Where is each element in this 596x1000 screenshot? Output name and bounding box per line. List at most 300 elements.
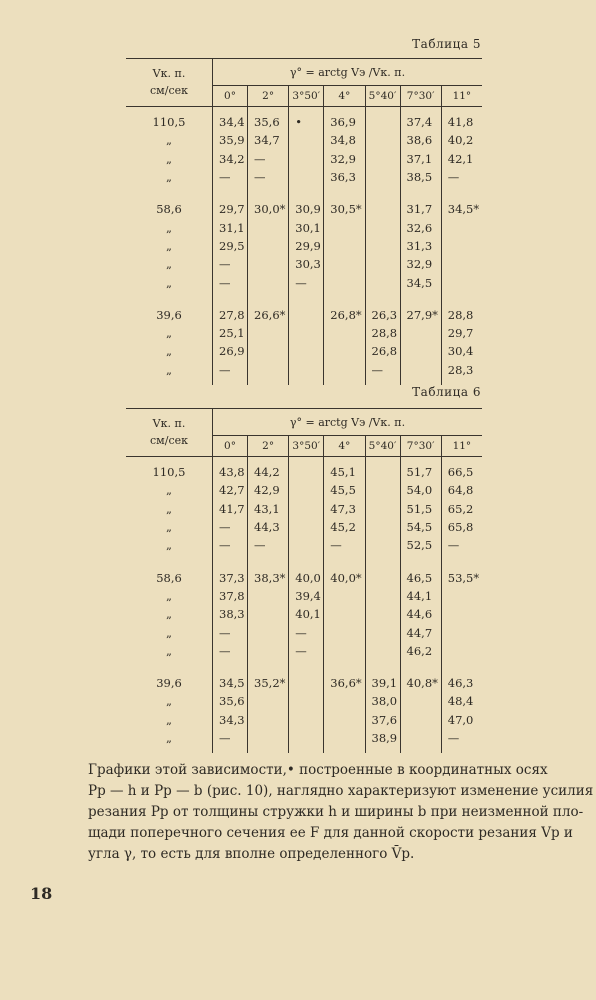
value-cell: 40,0* [324, 568, 365, 586]
spacer-cell [400, 292, 441, 306]
spacer-cell [289, 660, 324, 674]
column-header: 2° [248, 436, 289, 457]
value-cell: 52,5 [400, 536, 441, 554]
value-cell: — [213, 361, 248, 379]
spacer-cell [441, 186, 482, 200]
spacer-cell [248, 186, 289, 200]
speed-cell: „ [126, 587, 213, 605]
value-cell: 47,0 [447, 712, 474, 727]
value-cell [400, 711, 441, 729]
value-cell: 34,5 [213, 674, 248, 692]
table-row [126, 306, 482, 324]
row-header-line: см/сек [150, 84, 188, 97]
value-cell [365, 568, 400, 586]
spacer-cell [441, 660, 482, 674]
value-cell [365, 218, 400, 236]
speed-cell: 39,6 [126, 306, 213, 324]
value-cell [365, 255, 400, 273]
column-header: 4° [324, 436, 365, 457]
spacer-cell [126, 186, 213, 200]
spacer-cell [324, 379, 365, 385]
table6-caption: Таблица 6 [412, 385, 481, 399]
spacer-cell [400, 379, 441, 385]
value-cell [365, 273, 400, 291]
value-cell: — [213, 729, 248, 747]
value-cell: 40,8* [400, 674, 441, 692]
spacer-cell [289, 292, 324, 306]
value-cell: — [447, 170, 460, 185]
value-cell [324, 711, 365, 729]
value-cell: 25,1 [213, 324, 248, 342]
speed-cell: „ [126, 324, 213, 342]
table-row [126, 568, 482, 586]
value-cell: 44,1 [400, 587, 441, 605]
value-cell: 37,3 [213, 568, 248, 586]
value-cell: 46,3 [447, 676, 474, 691]
value-cell: 46,2 [400, 642, 441, 660]
value-cell [248, 237, 289, 255]
value-cell [289, 463, 324, 481]
table-row [126, 237, 482, 255]
value-cell [248, 342, 289, 360]
value-cell: 31,7 [400, 200, 441, 218]
spacer-cell [324, 660, 365, 674]
value-cell: 38,3* [248, 568, 289, 586]
column-header: 11° [441, 436, 482, 457]
table-row [126, 518, 482, 536]
spacer-cell [324, 186, 365, 200]
table-6 [126, 408, 482, 753]
speed-cell: „ [126, 342, 213, 360]
spacer-cell [365, 186, 400, 200]
value-cell: 65,2 [447, 501, 474, 516]
column-header: 0° [213, 86, 248, 107]
spacer-cell [400, 186, 441, 200]
value-cell: — [213, 536, 248, 554]
value-cell: 35,6 [248, 113, 289, 131]
value-cell [248, 273, 289, 291]
value-cell [324, 587, 365, 605]
value-cell: 35,2* [248, 674, 289, 692]
speed-cell: „ [126, 255, 213, 273]
value-cell [400, 342, 441, 360]
value-cell [365, 536, 400, 554]
value-cell: 29,9 [289, 237, 324, 255]
value-cell: 66,5 [447, 465, 474, 480]
value-cell [441, 255, 482, 273]
column-header: 4° [324, 86, 365, 107]
value-cell: 36,9 [324, 113, 365, 131]
spacer-row [126, 747, 482, 753]
value-cell [365, 150, 400, 168]
value-cell [324, 324, 365, 342]
value-cell [441, 237, 482, 255]
table-row [126, 463, 482, 481]
speed-cell: „ [126, 218, 213, 236]
value-cell: 26,8 [365, 342, 400, 360]
value-cell [441, 218, 482, 236]
value-cell [248, 623, 289, 641]
table-row [126, 342, 482, 360]
speed-cell: „ [126, 642, 213, 660]
value-cell: 32,9 [324, 150, 365, 168]
value-cell: 26,6* [248, 306, 289, 324]
table-row [126, 729, 482, 747]
value-cell: 44,7 [400, 623, 441, 641]
value-cell: 28,8 [365, 324, 400, 342]
value-cell: 30,3 [289, 255, 324, 273]
value-cell [324, 361, 365, 379]
speed-cell: 110,5 [126, 113, 213, 131]
speed-cell: 58,6 [126, 568, 213, 586]
value-cell [365, 237, 400, 255]
value-cell: 32,6 [400, 218, 441, 236]
value-cell: 35,6 [213, 692, 248, 710]
spacer-cell [365, 747, 400, 753]
table-row [126, 500, 482, 518]
spacer-cell [289, 379, 324, 385]
value-cell: 38,6 [400, 131, 441, 149]
spacer-cell [400, 747, 441, 753]
spacer-row [126, 292, 482, 306]
value-cell [365, 168, 400, 186]
value-cell [289, 518, 324, 536]
value-cell: 43,1 [248, 500, 289, 518]
spacer-cell [126, 660, 213, 674]
value-cell: 28,8 [447, 307, 474, 322]
value-cell [248, 692, 289, 710]
angle-formula: γ° = arctg Vэ /Vк. п. [213, 409, 483, 436]
value-cell [324, 342, 365, 360]
value-cell [324, 605, 365, 623]
table-row [126, 324, 482, 342]
table-5 [126, 58, 482, 385]
column-header: 0° [213, 436, 248, 457]
column-header: 3°50′ [289, 436, 324, 457]
speed-cell: „ [126, 481, 213, 499]
value-cell: 35,9 [213, 131, 248, 149]
value-cell [365, 500, 400, 518]
value-cell [248, 255, 289, 273]
value-cell: 29,7 [213, 200, 248, 218]
speed-cell: „ [126, 536, 213, 554]
value-cell: 38,0 [365, 692, 400, 710]
spacer-cell [248, 379, 289, 385]
table-row [126, 692, 482, 710]
value-cell: — [213, 623, 248, 641]
value-cell: — [289, 623, 324, 641]
row-header-line: Vк. п. [152, 417, 186, 430]
value-cell [289, 536, 324, 554]
value-cell: 48,4 [447, 694, 474, 709]
value-cell: 30,9 [289, 200, 324, 218]
paragraph-line: Pр — h и Pр — b (рис. 10), наглядно характеризуют изменение усилия [88, 783, 594, 799]
value-cell [289, 168, 324, 186]
value-cell: 39,1 [365, 674, 400, 692]
value-cell: 34,5* [447, 202, 480, 217]
value-cell: 26,8* [324, 306, 365, 324]
value-cell: 54,0 [400, 481, 441, 499]
value-cell: 30,4 [447, 344, 474, 359]
spacer-cell [324, 554, 365, 568]
value-cell: 45,2 [324, 518, 365, 536]
spacer-cell [213, 747, 248, 753]
angle-formula: γ° = arctg Vэ /Vк. п. [213, 59, 483, 86]
spacer-cell [213, 186, 248, 200]
value-cell: 38,5 [400, 168, 441, 186]
value-cell [289, 674, 324, 692]
value-cell [365, 623, 400, 641]
value-cell [324, 218, 365, 236]
value-cell [289, 729, 324, 747]
speed-cell: „ [126, 500, 213, 518]
value-cell: 40,2 [447, 133, 474, 148]
value-cell: 27,9* [400, 306, 441, 324]
spacer-cell [289, 747, 324, 753]
value-cell: • [289, 113, 324, 131]
value-cell: 42,1 [447, 151, 474, 166]
value-cell [365, 481, 400, 499]
speed-cell: „ [126, 623, 213, 641]
table-row [126, 168, 482, 186]
table-row [126, 200, 482, 218]
value-cell [248, 587, 289, 605]
spacer-cell [248, 660, 289, 674]
speed-cell: 110,5 [126, 463, 213, 481]
paragraph-line: резания Pр от толщины стружки h и ширины b при неизменной пло- [88, 804, 584, 820]
value-cell: 28,3 [447, 362, 474, 377]
value-cell: 41,8 [447, 115, 474, 130]
spacer-cell [126, 292, 213, 306]
value-cell [289, 324, 324, 342]
value-cell: 29,5 [213, 237, 248, 255]
value-cell [400, 692, 441, 710]
spacer-cell [126, 379, 213, 385]
value-cell [400, 729, 441, 747]
value-cell: 40,1 [289, 605, 324, 623]
speed-cell: 58,6 [126, 200, 213, 218]
value-cell: 54,5 [400, 518, 441, 536]
value-cell [365, 587, 400, 605]
value-cell [365, 463, 400, 481]
value-cell: 30,5* [324, 200, 365, 218]
column-header: 11° [441, 86, 482, 107]
value-cell: — [248, 536, 289, 554]
value-cell: 39,4 [289, 587, 324, 605]
value-cell: — [213, 168, 248, 186]
value-cell [324, 237, 365, 255]
value-cell: — [324, 536, 365, 554]
value-cell [441, 273, 482, 291]
value-cell [441, 642, 482, 660]
spacer-cell [126, 747, 213, 753]
value-cell: 38,3 [213, 605, 248, 623]
spacer-cell [324, 747, 365, 753]
value-cell: 32,9 [400, 255, 441, 273]
value-cell: — [289, 642, 324, 660]
speed-cell: „ [126, 518, 213, 536]
value-cell [365, 642, 400, 660]
value-cell [365, 605, 400, 623]
value-cell: 26,9 [213, 342, 248, 360]
page-number: 18 [30, 884, 53, 903]
speed-cell: „ [126, 150, 213, 168]
value-cell [248, 711, 289, 729]
spacer-cell [289, 554, 324, 568]
speed-cell: „ [126, 692, 213, 710]
spacer-cell [248, 292, 289, 306]
spacer-cell [213, 379, 248, 385]
spacer-cell [289, 186, 324, 200]
value-cell [289, 150, 324, 168]
table-row [126, 113, 482, 131]
spacer-cell [365, 292, 400, 306]
value-cell: 43,8 [213, 463, 248, 481]
column-header: 5°40′ [365, 86, 400, 107]
table-row [126, 273, 482, 291]
value-cell [248, 361, 289, 379]
spacer-cell [248, 554, 289, 568]
value-cell: 53,5* [447, 570, 480, 585]
speed-cell: „ [126, 273, 213, 291]
row-header-line: Vк. п. [152, 67, 186, 80]
value-cell [324, 729, 365, 747]
value-cell: — [248, 150, 289, 168]
value-cell: 65,8 [447, 520, 474, 535]
value-cell: 42,7 [213, 481, 248, 499]
spacer-cell [400, 660, 441, 674]
spacer-cell [441, 379, 482, 385]
value-cell: 36,3 [324, 168, 365, 186]
table-row [126, 361, 482, 379]
value-cell [400, 361, 441, 379]
speed-cell: „ [126, 131, 213, 149]
value-cell [289, 131, 324, 149]
speed-cell: 39,6 [126, 674, 213, 692]
spacer-cell [400, 554, 441, 568]
value-cell: 51,7 [400, 463, 441, 481]
table-row [126, 481, 482, 499]
speed-cell: „ [126, 605, 213, 623]
row-header-line: см/сек [150, 434, 188, 447]
value-cell: 37,1 [400, 150, 441, 168]
speed-cell: „ [126, 237, 213, 255]
spacer-cell [365, 379, 400, 385]
value-cell [324, 255, 365, 273]
column-header: 7°30′ [400, 436, 441, 457]
value-cell: — [289, 273, 324, 291]
value-cell: — [213, 255, 248, 273]
value-cell: 37,6 [365, 711, 400, 729]
value-cell: 40,0 [289, 568, 324, 586]
paragraph-line: угла γ, то есть для вполне определенного V̄р. [88, 846, 415, 862]
value-cell: 37,8 [213, 587, 248, 605]
spacer-cell [441, 554, 482, 568]
value-cell: — [447, 731, 460, 745]
spacer-cell [213, 292, 248, 306]
value-cell [289, 500, 324, 518]
value-cell [289, 692, 324, 710]
table-row [126, 255, 482, 273]
column-header: 2° [248, 86, 289, 107]
table-row [126, 587, 482, 605]
paragraph-line: Графики этой зависимости,• построенные в координатных осях [88, 762, 548, 778]
value-cell [324, 642, 365, 660]
value-cell [441, 623, 482, 641]
table-row [126, 605, 482, 623]
row-header [126, 59, 213, 107]
value-cell [365, 131, 400, 149]
body-paragraph [88, 760, 594, 865]
value-cell: 34,5 [400, 273, 441, 291]
spacer-cell [213, 554, 248, 568]
table-row [126, 131, 482, 149]
value-cell [289, 711, 324, 729]
value-cell [248, 324, 289, 342]
speed-cell: „ [126, 729, 213, 747]
value-cell: 44,2 [248, 463, 289, 481]
value-cell: 42,9 [248, 481, 289, 499]
table-row [126, 150, 482, 168]
spacer-cell [324, 292, 365, 306]
table-row [126, 623, 482, 641]
value-cell [248, 642, 289, 660]
value-cell: 34,4 [213, 113, 248, 131]
table-row [126, 674, 482, 692]
value-cell: 30,0* [248, 200, 289, 218]
value-cell [289, 361, 324, 379]
value-cell: 31,3 [400, 237, 441, 255]
value-cell: 27,8 [213, 306, 248, 324]
spacer-row [126, 379, 482, 385]
value-cell [324, 273, 365, 291]
table-row [126, 642, 482, 660]
value-cell [365, 113, 400, 131]
table-row [126, 536, 482, 554]
value-cell [324, 623, 365, 641]
value-cell: 37,4 [400, 113, 441, 131]
paragraph-line: щади поперечного сечения ее F для данной скорости резания Vр и [88, 825, 573, 841]
table5-caption: Таблица 5 [412, 37, 481, 51]
column-header: 3°50′ [289, 86, 324, 107]
spacer-cell [365, 660, 400, 674]
value-cell [400, 324, 441, 342]
value-cell: 45,5 [324, 481, 365, 499]
value-cell [289, 481, 324, 499]
speed-cell: „ [126, 711, 213, 729]
value-cell: — [213, 642, 248, 660]
value-cell [289, 342, 324, 360]
table-row [126, 711, 482, 729]
value-cell: 34,7 [248, 131, 289, 149]
value-cell: 30,1 [289, 218, 324, 236]
value-cell [441, 587, 482, 605]
spacer-row [126, 186, 482, 200]
value-cell: 44,3 [248, 518, 289, 536]
spacer-cell [213, 660, 248, 674]
value-cell [365, 518, 400, 536]
value-cell: 64,8 [447, 483, 474, 498]
value-cell: 34,2 [213, 150, 248, 168]
spacer-cell [365, 554, 400, 568]
column-header: 7°30′ [400, 86, 441, 107]
value-cell: — [447, 538, 460, 553]
spacer-cell [441, 747, 482, 753]
column-header: 5°40′ [365, 436, 400, 457]
value-cell: — [213, 518, 248, 536]
value-cell: — [213, 273, 248, 291]
value-cell [248, 729, 289, 747]
